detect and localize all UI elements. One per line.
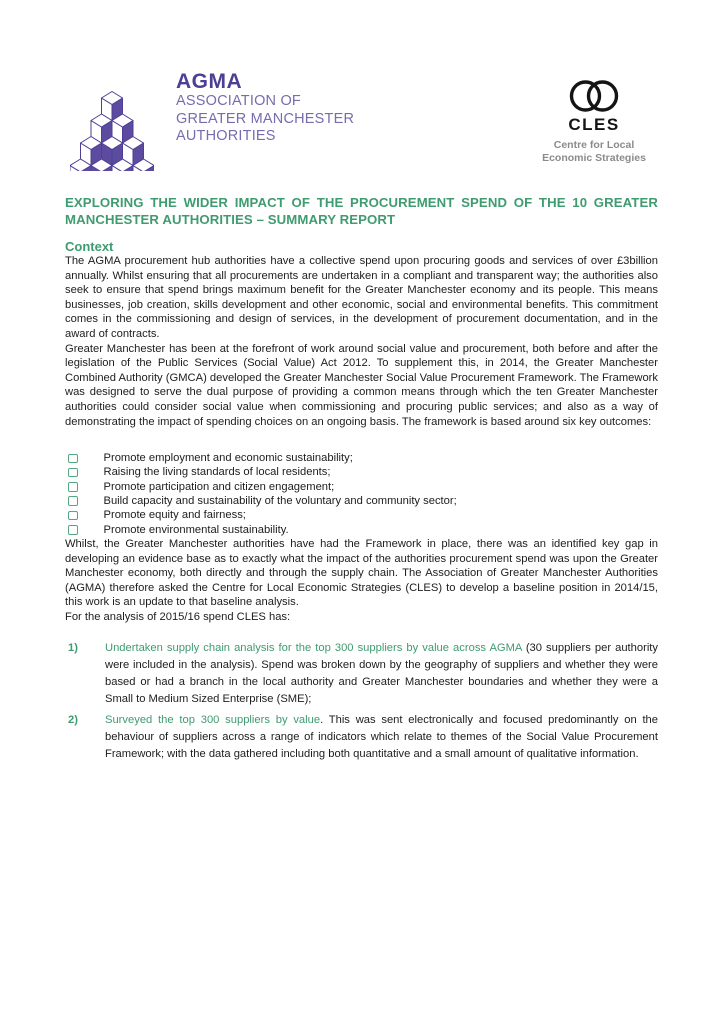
item-body bbox=[105, 640, 658, 708]
item-rest-text: . This was sent electronically and focused predominantly on the behaviour of suppliers across a range of indicators which relate to themes of the Social Value Procurement Framework; with the data gathered including both quantitative and a small amount of qualitative information. bbox=[105, 714, 659, 761]
outcome-text: Raising the living standards of local residents; bbox=[103, 466, 331, 479]
outcome-text: Promote employment and economic sustainability; bbox=[103, 452, 353, 465]
item-body bbox=[105, 712, 658, 763]
outcome-text: Promote equity and fairness; bbox=[103, 509, 246, 522]
analysis-steps-list bbox=[65, 640, 658, 763]
agma-logo-name: AGMA bbox=[176, 70, 243, 93]
square-bullet-icon bbox=[68, 468, 78, 478]
square-bullet-icon bbox=[68, 496, 78, 506]
item-rest-text: (30 suppliers per authority were included in the analysis). Spend was broken down by the geography of suppliers and whether they were based or had a branch in the local authority and Greater Manchester boundaries and whether they were a Small to Medium Sized Enterprise (SME); bbox=[105, 642, 659, 706]
list-item bbox=[65, 523, 658, 537]
list-item bbox=[65, 465, 658, 479]
square-bullet-icon bbox=[68, 525, 78, 535]
cles-rings-icon bbox=[569, 78, 619, 114]
agma-logo-text bbox=[176, 71, 354, 146]
cles-tagline-line: Economic Strategies bbox=[542, 151, 646, 164]
agma-logo-subtitle bbox=[176, 93, 354, 146]
agma-subtitle-line: ASSOCIATION OF bbox=[176, 93, 301, 109]
list-item bbox=[65, 480, 658, 494]
list-item bbox=[65, 640, 658, 708]
cles-logo-tagline bbox=[536, 139, 652, 164]
item-number: 2) bbox=[68, 714, 78, 727]
document-content bbox=[65, 195, 658, 763]
square-bullet-icon bbox=[68, 482, 78, 492]
item-lead-text: Surveyed the top 300 suppliers by value bbox=[105, 714, 321, 727]
item-number: 1) bbox=[68, 642, 78, 655]
list-item bbox=[65, 451, 658, 465]
cles-logo bbox=[536, 78, 652, 164]
square-bullet-icon bbox=[68, 511, 78, 521]
list-item bbox=[65, 712, 658, 763]
square-bullet-icon bbox=[68, 454, 78, 464]
item-lead-text: Undertaken supply chain analysis for the top 300 suppliers by value across AGMA bbox=[105, 642, 522, 655]
outcome-text: Promote environmental sustainability. bbox=[103, 523, 289, 536]
key-outcomes-list bbox=[65, 451, 658, 537]
report-title: EXPLORING THE WIDER IMPACT OF THE PROCUREMENT SPEND OF THE 10 GREATER MANCHESTER AUTHORITIES – SUMMARY REPORT bbox=[65, 195, 658, 227]
outcome-text: Build capacity and sustainability of the voluntary and community sector; bbox=[103, 495, 457, 508]
agma-cubes-logo-icon bbox=[70, 69, 154, 171]
paragraph-identified-gap: Whilst, the Greater Manchester authorities have had the Framework in place, there was an identified key gap in developing an evidence base as to exactly what the impact of the authorities procurement spend was upon the Greater Manchester economy, both directly and through the supply chain. The Association of Greater Manchester Authorities (AGMA) therefore asked the Centre for Local Economic Strategies (CLES) to develop a baseline position in 2014/15, this work is an update to that baseline analysis. bbox=[65, 537, 658, 609]
paragraph-social-value-framework: Greater Manchester has been at the forefront of work around social value and procurement, both before and after the legislation of the Public Services (Social Value) Act 2012. To supplement this, in 2014, the Greater Manchester Combined Authority (GMCA) developed the Greater Manchester Social Value Procurement Framework. The Framework was designed to serve the dual purpose of providing a common means through which the ten Greater Manchester authorities could consider social value when commissioning and procuring public services; and also as a way of demonstrating the impact of spending choices on an ongoing basis. The framework is based around six key outcomes: bbox=[65, 342, 658, 428]
agma-subtitle-line: GREATER MANCHESTER bbox=[176, 110, 355, 127]
page-header bbox=[0, 0, 724, 185]
section-heading-context: Context bbox=[65, 239, 114, 254]
paragraph-collective-spend: The AGMA procurement hub authorities have a collective spend upon procuring goods and services of over £3billion annually. Whilst ensuring that all procurements are undertaken in a compliant and transparent way; the authorities also seek to ensure that spend brings maximum benefit for the Greater Manchester economy and its people. This means businesses, job creation, skills development and other economic, social and environmental benefits. This commitment comes in the commissioning and design of services, in the development of procurement documentation, and in the award of contracts. bbox=[65, 255, 658, 340]
list-item bbox=[65, 508, 658, 522]
paragraph-analysis-intro: For the analysis of 2015/16 spend CLES has: bbox=[65, 610, 291, 623]
list-item bbox=[65, 494, 658, 508]
cles-logo-name: CLES bbox=[568, 115, 620, 134]
agma-subtitle-line: AUTHORITIES bbox=[176, 128, 276, 144]
cles-tagline-line: Centre for Local bbox=[553, 139, 635, 151]
outcome-text: Promote participation and citizen engagement; bbox=[103, 480, 335, 493]
